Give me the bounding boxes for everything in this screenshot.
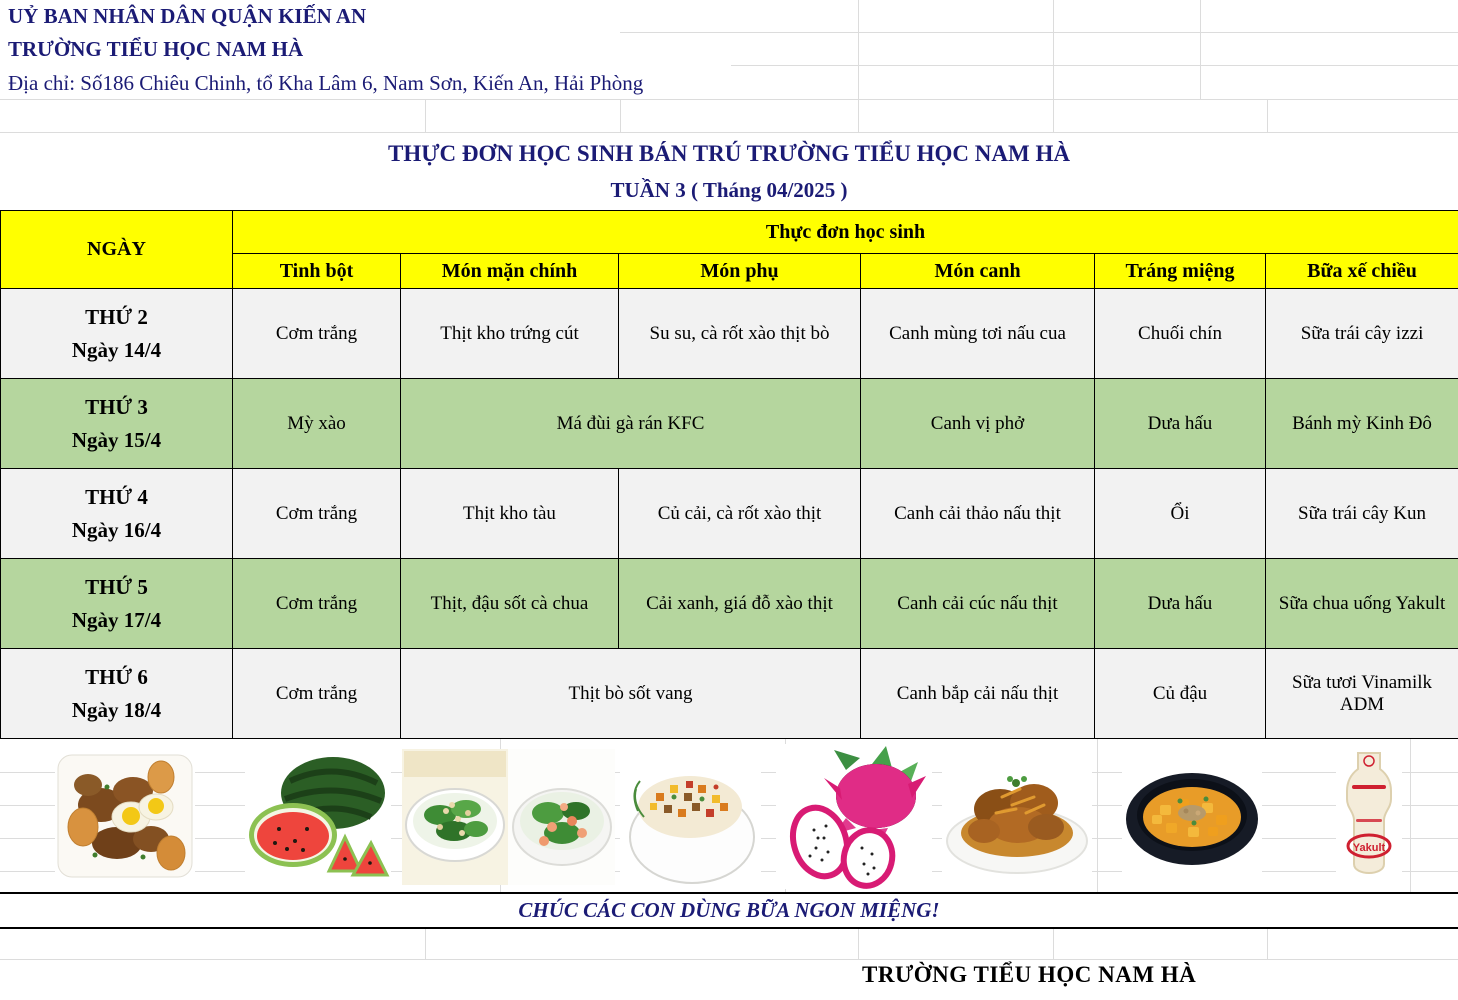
col-header-main-dish: Món mặn chính bbox=[401, 254, 619, 289]
dish-cell-merged: Má đùi gà rán KFC bbox=[401, 379, 861, 469]
photo-braised-chicken bbox=[942, 753, 1092, 879]
food-photo-band bbox=[0, 739, 1458, 892]
school-address: Địa chỉ: Số186 Chiêu Chinh, tổ Kha Lâm 6, Nam Sơn, Kiến An, Hải Phòng bbox=[8, 71, 644, 95]
table-row-monday bbox=[1, 289, 1458, 379]
photo-diced-veggie-stir-fry-bowl bbox=[620, 741, 761, 889]
day-label: THỨ 4 bbox=[85, 484, 148, 509]
dish-cell: Canh mùng tơi nấu cua bbox=[861, 289, 1095, 379]
date-label: Ngày 16/4 bbox=[71, 517, 162, 542]
dish-cell: Ổi bbox=[1095, 469, 1266, 559]
empty-row bbox=[0, 100, 1458, 133]
day-label: THỨ 6 bbox=[85, 664, 148, 689]
dish-cell: Canh vị phở bbox=[861, 379, 1095, 469]
date-label: Ngày 15/4 bbox=[71, 427, 162, 452]
dish-cell: Canh bắp cải nấu thịt bbox=[861, 649, 1095, 739]
day-label: THỨ 3 bbox=[85, 394, 148, 419]
gridline bbox=[425, 100, 426, 133]
dish-cell: Sữa tươi Vinamilk ADM bbox=[1266, 649, 1458, 739]
day-cell bbox=[1, 649, 233, 739]
photo-yakult-bottle bbox=[1336, 747, 1402, 884]
photo-braised-pork-with-eggs bbox=[55, 747, 195, 884]
photo-stir-fried-greens-two-bowls bbox=[402, 749, 615, 885]
gridline bbox=[1053, 0, 1054, 100]
gridline bbox=[858, 100, 859, 133]
dish-cell: Bánh mỳ Kinh Đô bbox=[1266, 379, 1458, 469]
dish-cell: Thịt, đậu sốt cà chua bbox=[401, 559, 619, 649]
dish-cell: Sữa chua uống Yakult bbox=[1266, 559, 1458, 649]
photo-watermelon bbox=[245, 751, 391, 881]
gridline bbox=[1267, 100, 1268, 133]
dish-cell: Canh cải thảo nấu thịt bbox=[861, 469, 1095, 559]
signature-school-name: TRƯỜNG TIỂU HỌC NAM HÀ bbox=[862, 962, 1197, 987]
gridline bbox=[620, 32, 1458, 33]
gridline bbox=[0, 132, 1458, 133]
dish-cell: Sữa trái cây Kun bbox=[1266, 469, 1458, 559]
dish-cell: Canh cải cúc nấu thịt bbox=[861, 559, 1095, 649]
org-name: UỶ BAN NHÂN DÂN QUẬN KIẾN AN bbox=[8, 4, 367, 28]
day-cell bbox=[1, 469, 233, 559]
signature-row bbox=[0, 960, 1458, 995]
dish-cell: Chuối chín bbox=[1095, 289, 1266, 379]
dish-cell: Dưa hấu bbox=[1095, 559, 1266, 649]
dish-cell: Su su, cà rốt xào thịt bò bbox=[619, 289, 861, 379]
col-header-day: NGÀY bbox=[1, 211, 233, 289]
table-row-tuesday bbox=[1, 379, 1458, 469]
menu-title: THỰC ĐƠN HỌC SINH BÁN TRÚ TRƯỜNG TIỂU HỌC NAM HÀ bbox=[388, 141, 1070, 166]
col-header-dessert: Tráng miệng bbox=[1095, 254, 1266, 289]
menu-subtitle: TUẦN 3 ( Tháng 04/2025 ) bbox=[610, 178, 848, 202]
col-header-soup: Món canh bbox=[861, 254, 1095, 289]
photo-pumpkin-soup-black-bowl bbox=[1122, 757, 1262, 879]
dish-cell: Cơm trắng bbox=[233, 289, 401, 379]
wish-banner: CHÚC CÁC CON DÙNG BỮA NGON MIỆNG! bbox=[0, 892, 1458, 929]
table-row-friday bbox=[1, 649, 1458, 739]
dish-cell: Củ đậu bbox=[1095, 649, 1266, 739]
gridline bbox=[620, 100, 621, 133]
dish-cell: Mỳ xào bbox=[233, 379, 401, 469]
table-row-wednesday bbox=[1, 469, 1458, 559]
day-cell bbox=[1, 289, 233, 379]
org-header bbox=[0, 0, 1458, 100]
dish-cell: Cơm trắng bbox=[233, 649, 401, 739]
day-label: THỨ 2 bbox=[85, 304, 148, 329]
photo-dragon-fruit bbox=[776, 744, 932, 889]
dish-cell: Thịt kho tàu bbox=[401, 469, 619, 559]
day-label: THỨ 5 bbox=[85, 574, 148, 599]
gridline bbox=[858, 0, 859, 100]
menu-table bbox=[0, 210, 1458, 739]
col-header-afternoon-snack: Bữa xế chiều bbox=[1266, 254, 1458, 289]
gridline bbox=[1200, 0, 1201, 100]
date-label: Ngày 14/4 bbox=[71, 337, 162, 362]
col-header-starch: Tinh bột bbox=[233, 254, 401, 289]
school-name: TRƯỜNG TIỂU HỌC NAM HÀ bbox=[8, 37, 304, 61]
col-header-side-dish: Món phụ bbox=[619, 254, 861, 289]
dish-cell: Dưa hấu bbox=[1095, 379, 1266, 469]
dish-cell-merged: Thịt bò sốt vang bbox=[401, 649, 861, 739]
day-cell bbox=[1, 559, 233, 649]
group-header: Thực đơn học sinh bbox=[233, 211, 1458, 254]
date-label: Ngày 17/4 bbox=[71, 607, 162, 632]
dish-cell: Cơm trắng bbox=[233, 559, 401, 649]
day-cell bbox=[1, 379, 233, 469]
gridline bbox=[1053, 100, 1054, 133]
dish-cell: Cơm trắng bbox=[233, 469, 401, 559]
dish-cell: Thịt kho trứng cút bbox=[401, 289, 619, 379]
table-row-thursday bbox=[1, 559, 1458, 649]
gridline bbox=[731, 65, 1458, 66]
date-label: Ngày 18/4 bbox=[71, 697, 162, 722]
svg-text:Yakult: Yakult bbox=[1352, 842, 1386, 854]
dish-cell: Củ cải, cà rốt xào thịt bbox=[619, 469, 861, 559]
dish-cell: Sữa trái cây izzi bbox=[1266, 289, 1458, 379]
dish-cell: Cải xanh, giá đỗ xào thịt bbox=[619, 559, 861, 649]
empty-row bbox=[0, 929, 1458, 960]
